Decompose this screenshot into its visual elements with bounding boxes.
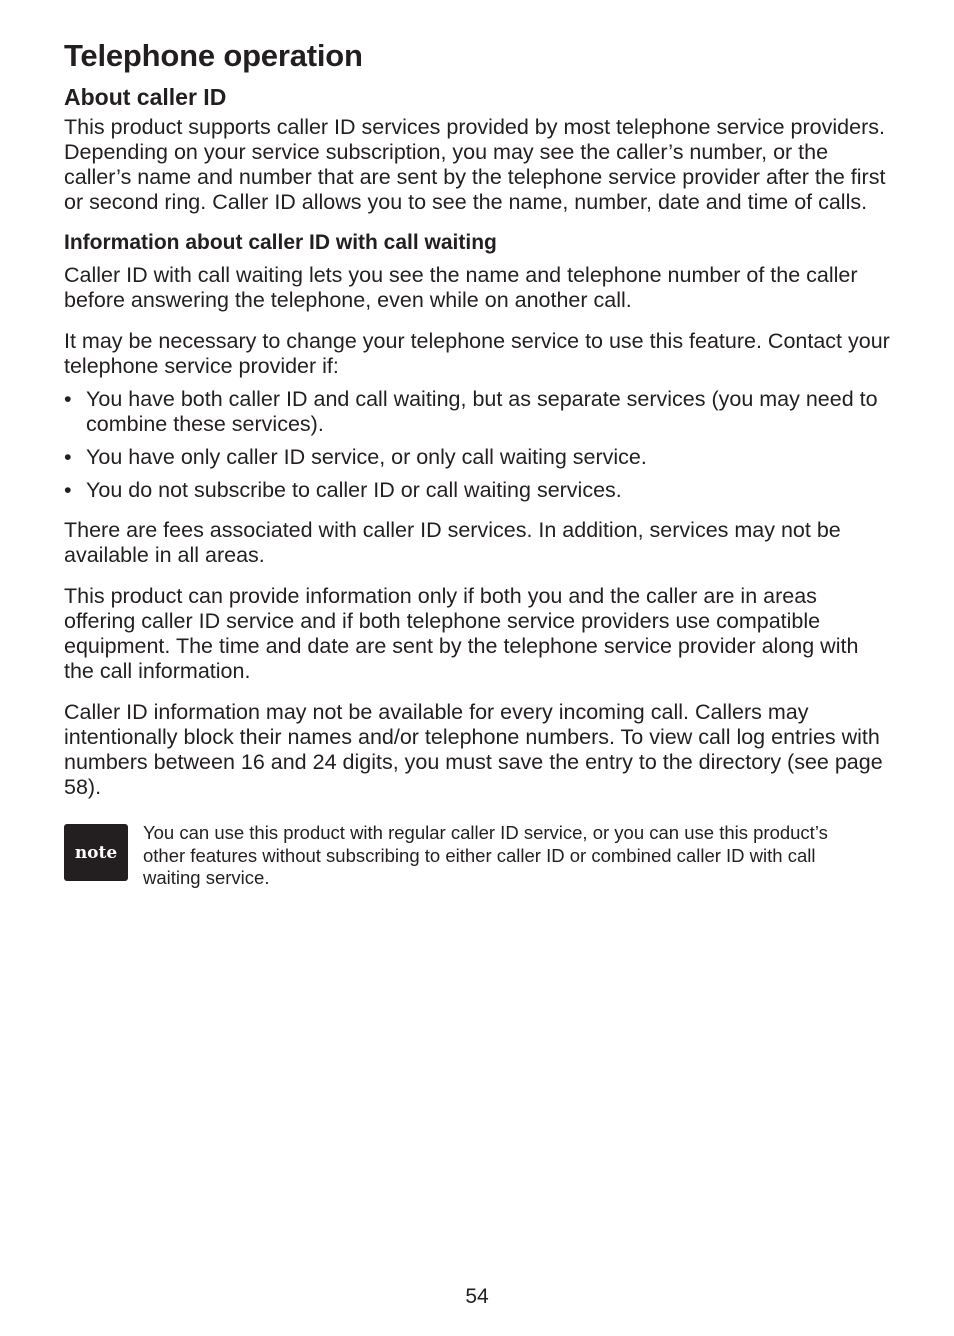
- page-title: Telephone operation: [64, 38, 363, 73]
- compatibility-paragraph: This product can provide information only if both you and the caller are in areas offering caller ID service and if both telephone service providers use compatible equipment. The time and date are sent by the telephone service provider along with the call information.: [64, 584, 859, 683]
- list-item: [64, 478, 892, 503]
- call-waiting-paragraph: Caller ID with call waiting lets you see the name and telephone number of the caller before answering the telephone, even while on another call.: [64, 263, 858, 312]
- page-number: 54: [465, 1285, 489, 1308]
- bullet-icon: •: [64, 445, 72, 469]
- bullet-icon: •: [64, 387, 72, 411]
- section-intro-paragraph: This product supports caller ID services provided by most telephone service providers. Depending on your service subscription, you may see the caller’s number, or the caller’s name and number that are sent by the telephone service provider after the first or second ring. Caller ID allows you to see the name, number, date and time of calls.: [64, 115, 886, 214]
- list-item-text: You do not subscribe to caller ID or call waiting services.: [86, 478, 622, 502]
- note-icon: note: [64, 824, 128, 881]
- conditions-list: [64, 387, 892, 503]
- list-item-text: You have both caller ID and call waiting, but as separate services (you may need to combine these services).: [86, 387, 878, 436]
- list-item-text: You have only caller ID service, or only call waiting service.: [86, 445, 647, 469]
- fees-paragraph: There are fees associated with caller ID services. In addition, services may not be available in all areas.: [64, 518, 841, 567]
- note-text: You can use this product with regular caller ID service, or you can use this product’s other features without subscribing to either caller ID or combined caller ID with call waiting service.: [143, 822, 828, 888]
- list-item: [64, 445, 892, 470]
- list-item: [64, 387, 892, 437]
- section-title-about-caller-id: About caller ID: [64, 84, 227, 110]
- note-block: [64, 822, 892, 890]
- subsection-title-call-waiting: Information about caller ID with call waiting: [64, 231, 497, 254]
- availability-paragraph: Caller ID information may not be available for every incoming call. Callers may intentionally block their names and/or telephone numbers. To view call log entries with numbers between 16 and 24 digits, you must save the entry to the directory (see page 58).: [64, 700, 883, 799]
- service-change-paragraph: It may be necessary to change your telephone service to use this feature. Contact your telephone service provider if:: [64, 329, 890, 378]
- bullet-icon: •: [64, 478, 72, 502]
- page-content: [64, 38, 892, 890]
